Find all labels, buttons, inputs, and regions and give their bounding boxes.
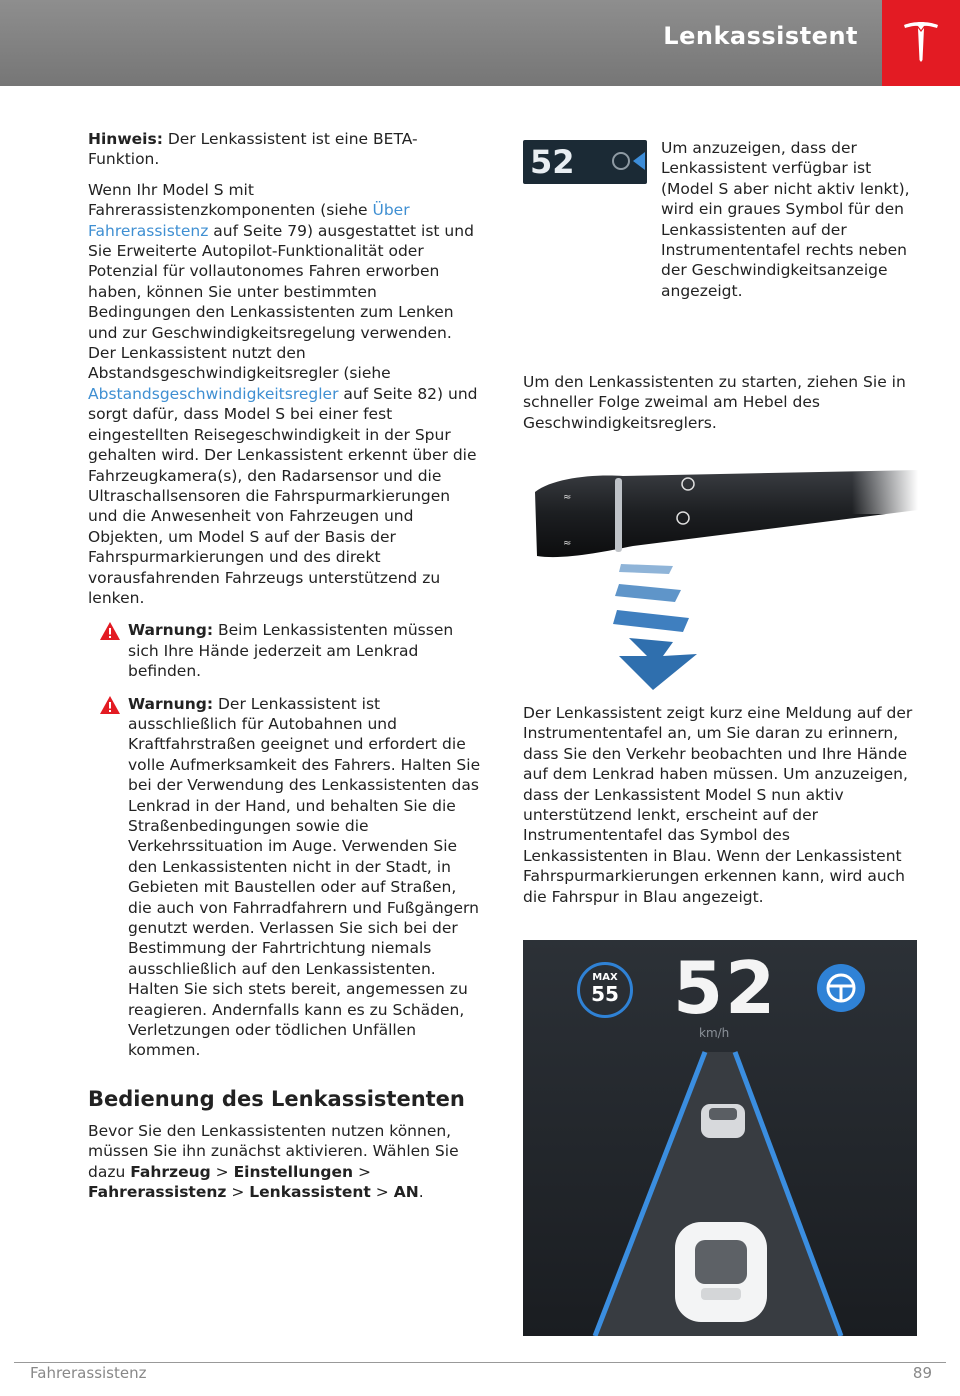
hint-label: Hinweis: — [88, 130, 163, 148]
warning-text: Der Lenkassistent ist ausschließlich für Autobahnen und Kraftfahrstraßen geeignet und erfordert die volle Aufmerksamkeit des Fahrers. Halten Sie bei der Verwendung des Lenkassistenten das Lenkrad in der Hand, und behalten Sie die Straßenbedingungen sowie die Verkehrssituation im Auge. Verwenden Sie den Lenkassistenten nicht in der Stadt, in Gebieten mit Baustellen oder auf Straßen, die auch von Fahrradfahrern und Fußgängern genutzt werden. Verlassen Sie sich bei der Bestimmung der Fahrtrichtung niemals ausschließlich auf den Lenkassistenten. Halten Sie sich stets bereit, angemessen zu reagieren. Andernfalls kann es zu Schäden, Verletzungen oder tödlichen Unfällen kommen. — [128, 694, 481, 1060]
link-abstandsgeschwindigkeitsregler[interactable]: Abstandsgeschwindigkeitsregler — [88, 384, 339, 403]
intro-text-3: auf Seite 82) und sorgt dafür, dass Model S bei einer fest eingestellten Reisegeschwindigkeit in der Spur gehalten wird. Der Lenkassistent erkennt über die Fahrzeugkamera(s), den Radarsensor und die Ultraschallsensoren die Fahrspurmarkierungen und die Anwesenheit von Fahrzeugen und Objekten, um Model S auf der Basis der Fahrspurmarkierungen und des direkt vorausfahrenden Fahrzeugs unterstützend zu lenken. — [88, 384, 478, 607]
menu-path-einstellungen: Einstellungen — [233, 1162, 354, 1181]
tesla-logo-icon — [902, 20, 940, 64]
link-ueber-fahrerassistenz[interactable]: Über Fahrerassistenz — [88, 201, 410, 240]
intro-text-2: auf Seite 79) ausgestattet ist und Sie Erweiterte Autopilot-Funktionalität oder Potenzial für vollautonomes Fahren erworben haben, können Sie unter bestimmten Bedingungen den Lenkassistenten zum Lenken und zur Geschwindigkeitsregelung verwenden. Der Lenkassistent nutzt den Abstandsgeschwindigkeitsregler (siehe — [88, 221, 474, 383]
warning-text: Beim Lenkassistenten müssen sich Ihre Hände jederzeit am Lenkrad befinden. — [128, 621, 454, 681]
pointer-arrow-icon — [633, 152, 645, 170]
footer-section: Fahrerassistenz — [30, 1364, 147, 1382]
page-number: 89 — [912, 1364, 932, 1382]
hint-note — [88, 129, 482, 170]
current-speed: 52 — [673, 946, 778, 1030]
menu-path-fahrzeug: Fahrzeug — [130, 1162, 211, 1181]
intro-text-1: Wenn Ihr Model S mit Fahrerassistenzkomponenten (siehe — [88, 180, 373, 220]
period: . — [418, 1183, 424, 1202]
section-paragraph — [88, 1121, 482, 1203]
svg-text:≈: ≈ — [563, 492, 572, 503]
menu-path-fahrerassistenz: Fahrerassistenz — [88, 1183, 227, 1202]
section-text: Bevor Sie den Lenkassistenten nutzen können, müssen Sie ihn zunächst aktivieren. Wählen Sie dazu — [88, 1121, 459, 1181]
steering-wheel-grey-icon — [612, 152, 630, 170]
warning-label: Warnung: — [128, 621, 214, 640]
page-header — [0, 0, 960, 86]
section-heading: Bedienung des Lenkassistenten — [88, 1086, 465, 1111]
max-speed-badge — [577, 962, 633, 1018]
brand-logo — [882, 0, 960, 86]
speed-display-thumbnail — [523, 140, 647, 184]
left-column — [88, 129, 482, 1213]
message-paragraph: Der Lenkassistent zeigt kurz eine Meldung auf der Instrumententafel an, um Sie daran zu erinnern, dass Sie den Verkehr beobachten und Ihre Hände auf dem Lenkrad haben müssen. Um anzuzeigen, dass der Lenkassistent Model S nun aktiv unterstützend lenkt, erscheint auf der Instrumententafel das Symbol des Lenkassistenten in Blau. Wenn der Lenkassistent Fahrspurmarkierungen erkennen kann, wird auch die Fahrspur in Blau angezeigt. — [523, 704, 913, 906]
path-separator: > — [231, 1183, 245, 1202]
path-separator: > — [215, 1162, 229, 1181]
steering-wheel-blue-icon — [817, 964, 865, 1012]
hint-text: Der Lenkassistent ist eine BETA-Funktion. — [88, 130, 418, 169]
warning-highways — [88, 694, 482, 1061]
path-separator: > — [375, 1183, 389, 1202]
instrument-panel-display — [523, 940, 917, 1336]
cruise-control-stalk-illustration — [523, 460, 918, 692]
footer-divider — [14, 1362, 946, 1363]
menu-path-lenkassistent: Lenkassistent — [249, 1183, 371, 1202]
page-title: Lenkassistent — [663, 22, 858, 50]
warning-hands — [88, 620, 482, 681]
max-label: MAX — [592, 972, 618, 983]
path-separator: > — [357, 1162, 371, 1181]
thumb-speed-value: 52 — [530, 143, 575, 181]
warning-triangle-icon — [99, 621, 121, 641]
warning-triangle-icon — [99, 695, 121, 715]
warning-label: Warnung: — [128, 694, 214, 713]
intro-paragraph — [88, 180, 482, 609]
speed-unit: km/h — [699, 1026, 730, 1040]
menu-path-an: AN — [393, 1183, 419, 1202]
grey-icon-note: Um anzuzeigen, dass der Lenkassistent verfügbar ist (Model S aber nicht aktiv lenkt), wird ein graues Symbol für den Lenkassistenten auf der Instrumententafel rechts neben der Geschwindigkeitsanzeige angezeigt. — [661, 139, 910, 300]
svg-text:≈: ≈ — [563, 538, 572, 549]
max-value: 55 — [591, 982, 619, 1006]
start-paragraph: Um den Lenkassistenten zu starten, ziehen Sie in schneller Folge zweimal am Hebel des Geschwindigkeitsreglers. — [523, 373, 906, 432]
